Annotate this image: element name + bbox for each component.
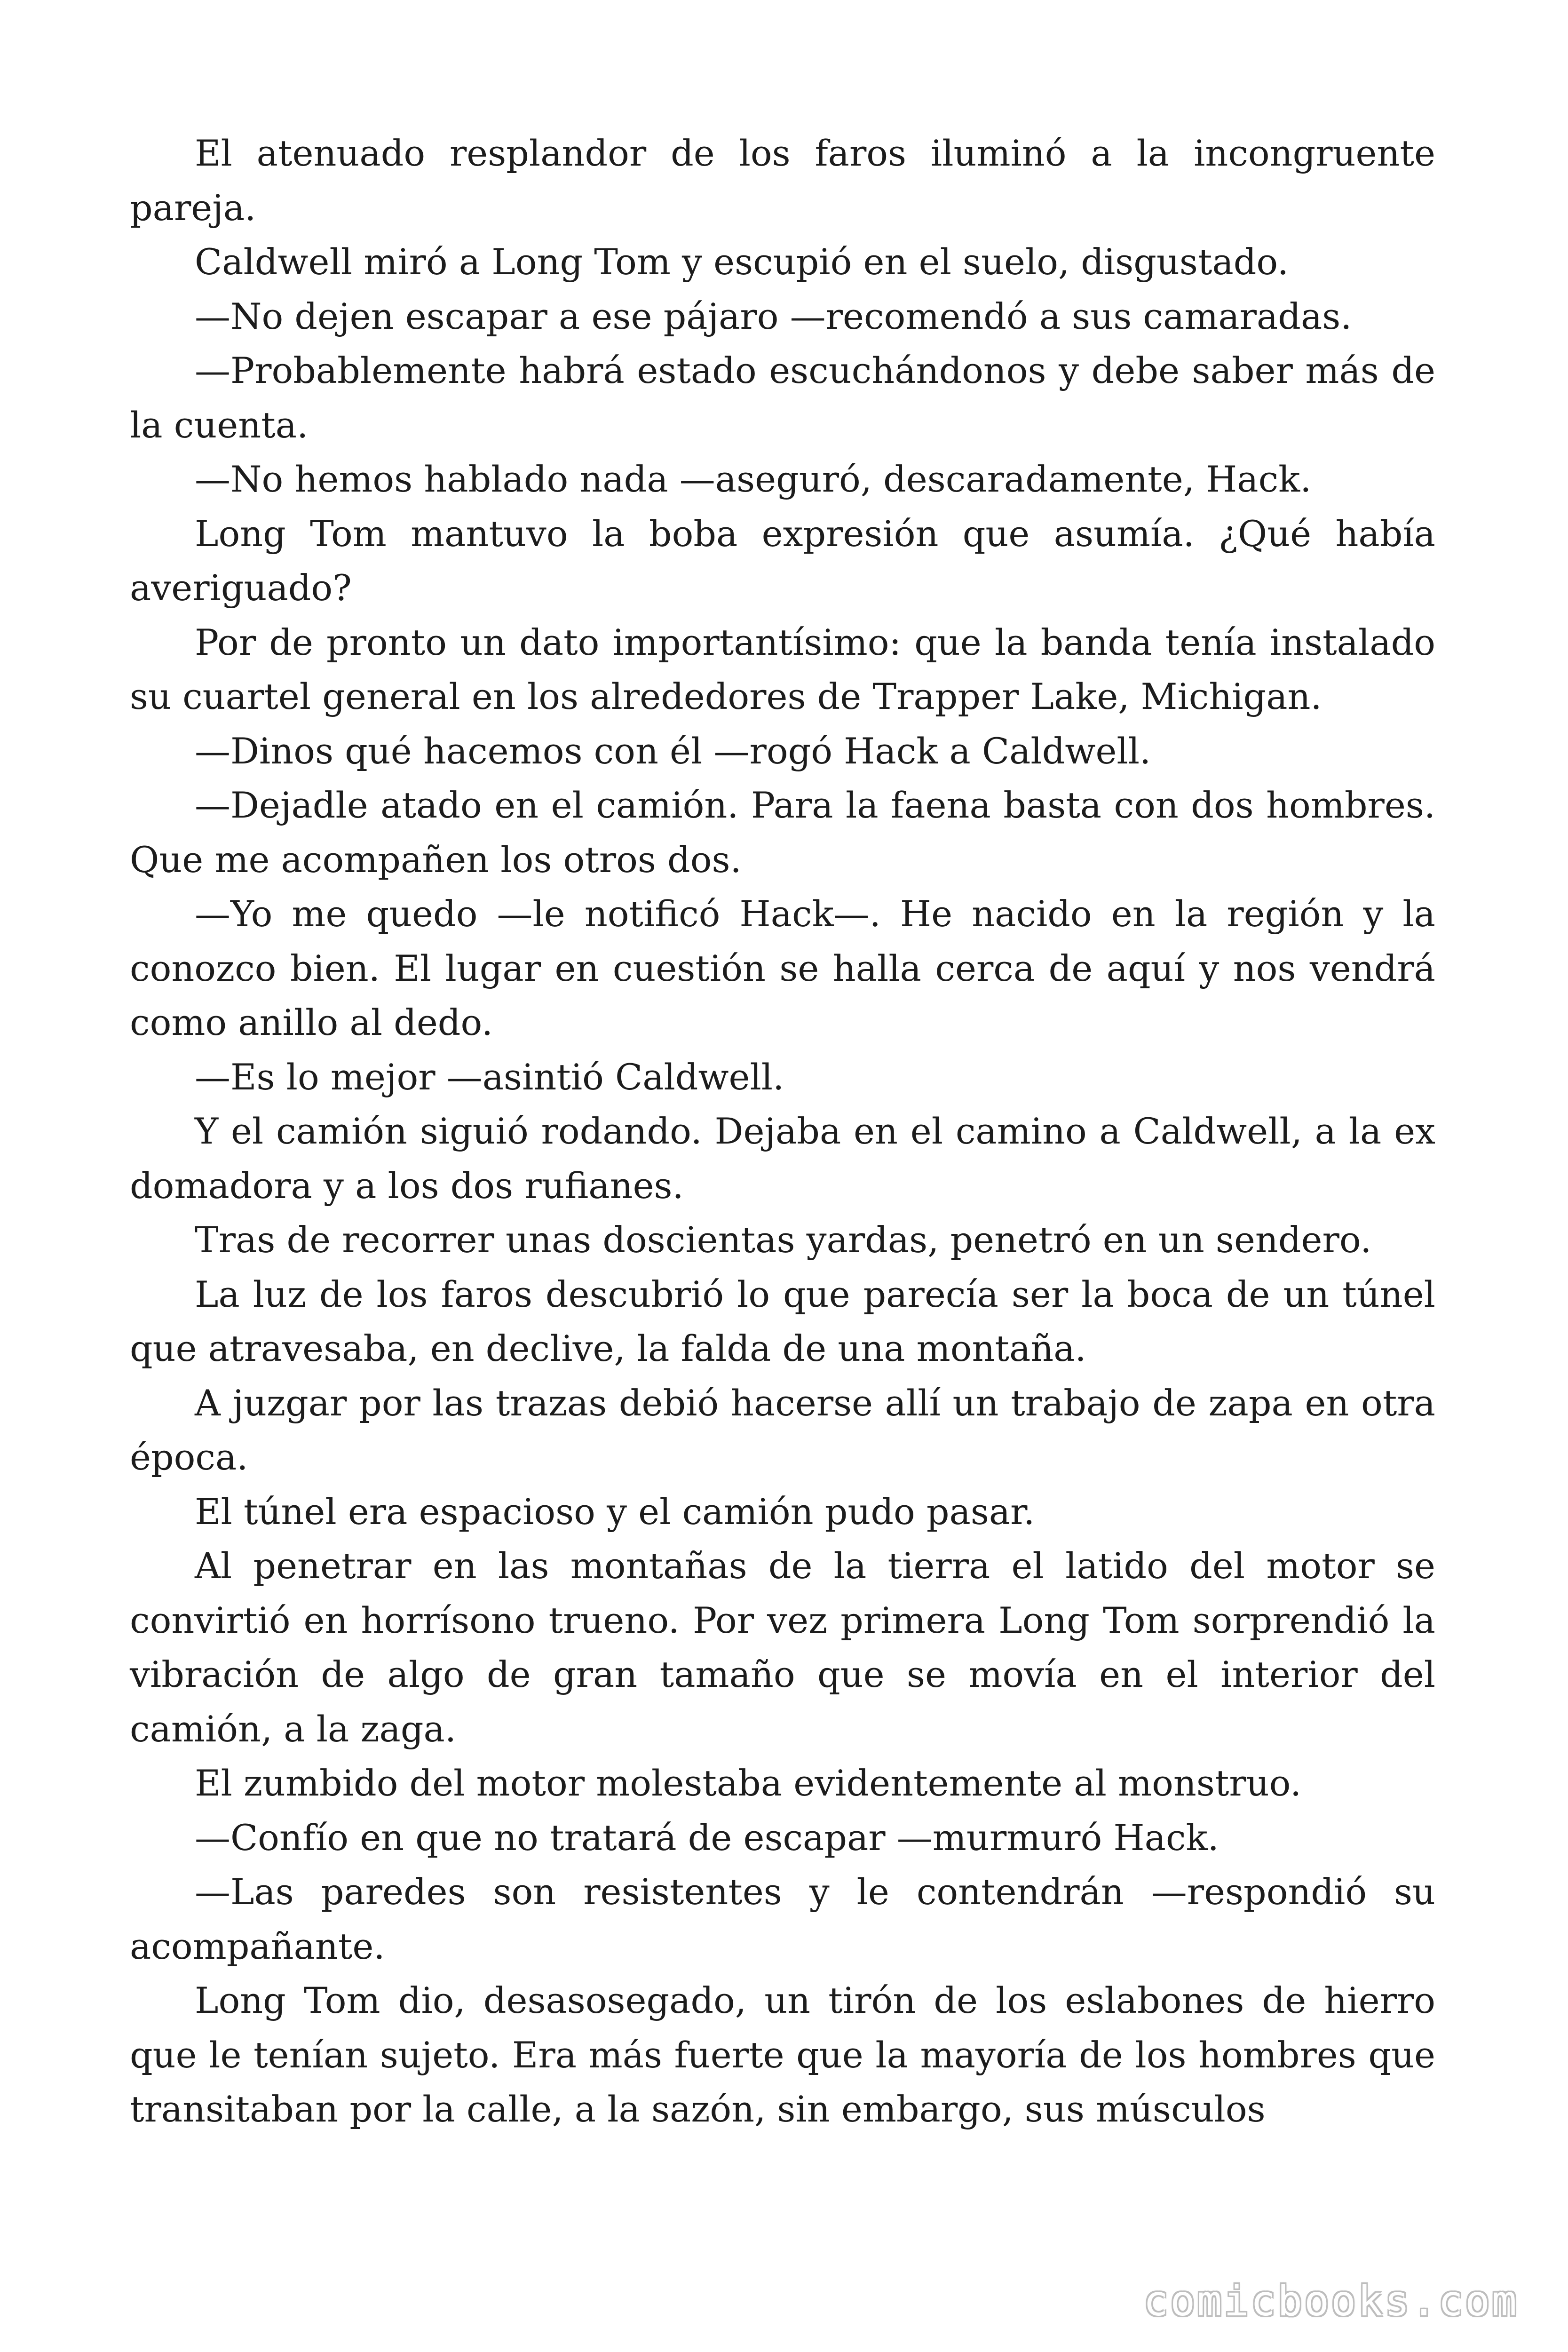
paragraph: El zumbido del motor molestaba evidentemente al monstruo. [195,1762,1302,1804]
paragraph: Por de pronto un dato importantísimo: que la banda tenía instalado su cuartel general en los alrededores de Trapper Lake, Michigan. [130,621,1435,717]
body-text [130,126,1435,2137]
paragraph: La luz de los faros descubrió lo que parecía ser la boca de un túnel que atravesaba, en declive, la falda de una montaña. [130,1273,1435,1369]
paragraph: —Yo me quedo —le notificó Hack—. He nacido en la región y la conozco bien. El lugar en cuestión se halla cerca de aquí y nos vendrá como anillo al dedo. [130,893,1435,1043]
paragraph: —Dejadle atado en el camión. Para la faena basta con dos hombres. Que me acompañen los otros dos. [130,784,1435,881]
paragraph: Al penetrar en las montañas de la tierra el latido del motor se convirtió en horrísono trueno. Por vez primera Long Tom sorprendió la vibración de algo de gran tamaño que se movía en el interior del camión, a la zaga. [130,1545,1435,1750]
paragraph: A juzgar por las trazas debió hacerse allí un trabajo de zapa en otra época. [130,1382,1435,1478]
paragraph: Y el camión siguió rodando. Dejaba en el camino a Caldwell, a la ex domadora y a los dos rufianes. [130,1110,1435,1207]
paragraph: El túnel era espacioso y el camión pudo pasar. [195,1490,1035,1533]
paragraph: —No hemos hablado nada —aseguró, descaradamente, Hack. [195,458,1312,500]
paragraph: —No dejen escapar a ese pájaro —recomendó a sus camaradas. [195,295,1352,337]
paragraph: Caldwell miró a Long Tom y escupió en el suelo, disgustado. [195,241,1289,283]
paragraph: —Las paredes son resistentes y le contendrán —respondió su acompañante. [130,1871,1435,1967]
paragraph: Tras de recorrer unas doscientas yardas, penetró en un sendero. [195,1219,1372,1261]
paragraph: El atenuado resplandor de los faros iluminó a la incongruente pareja. [130,132,1435,229]
paragraph: —Dinos qué hacemos con él —rogó Hack a Caldwell. [195,730,1151,772]
watermark-logo: comicbooks.com [1143,2277,1519,2325]
paragraph: —Confío en que no tratará de escapar —murmuró Hack. [195,1816,1219,1859]
paragraph: Long Tom mantuvo la boba expresión que asumía. ¿Qué había averiguado? [130,512,1435,609]
paragraph: —Probablemente habrá estado escuchándonos y debe saber más de la cuenta. [130,350,1435,446]
paragraph: Long Tom dio, desasosegado, un tirón de los eslabones de hierro que le tenían sujeto. Era más fuerte que la mayoría de los hombres que transitaban por la calle, a la sazón, sin embargo, sus músculos [130,1979,1435,2130]
paragraph: —Es lo mejor —asintió Caldwell. [195,1056,784,1098]
